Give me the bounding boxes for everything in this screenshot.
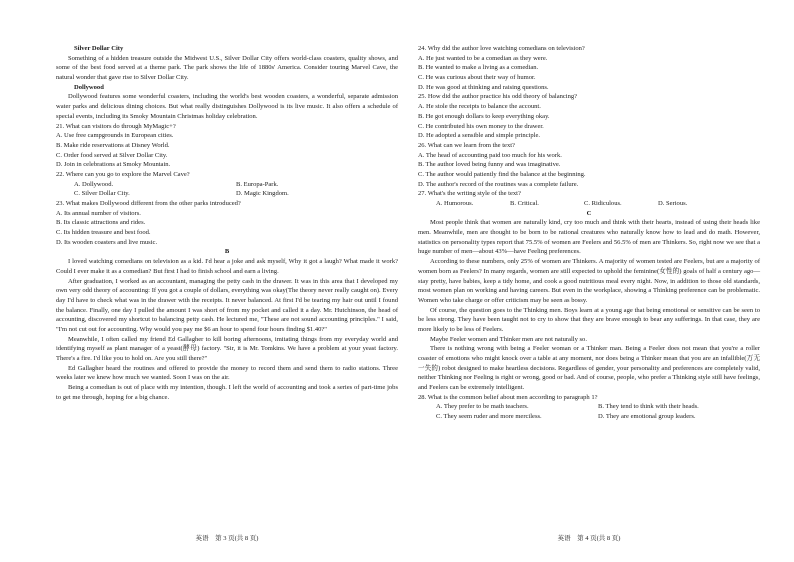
q26-option-c: C. The author would patiently find the balance at the beginning. <box>418 170 586 178</box>
page-footer-right: 英语 第 4 页(共 8 页) <box>557 535 621 542</box>
question-25: 25. How did the author practice his odd theory of balancing? <box>418 93 578 101</box>
passage-b-paragraph-1: I loved watching comedians on television as a kid. I'd hear a joke and ask myself, Why it got a laugh? What made it work? Could I ever make it as a comedian? But first I had to finish school and earn a living. <box>56 258 398 275</box>
q28-option-d: D. They are emotional group leaders. <box>598 413 696 421</box>
q25-option-a: A. He stole the receipts to balance the account. <box>418 103 541 111</box>
left-column <box>56 44 398 402</box>
q26-option-a: A. The head of accounting paid too much for his work. <box>418 151 562 159</box>
q24-option-d: D. He was good at thinking and raising questions. <box>418 83 549 91</box>
q27-option-b: B. Critical. <box>510 200 539 207</box>
right-column <box>418 44 760 422</box>
q23-option-d: D. Its wooden coasters and live music. <box>56 238 158 246</box>
question-21: 21. What can visitors do through MyMagic+? <box>56 122 176 130</box>
q22-option-c: C. Silver Dollar City. <box>74 190 130 198</box>
passage-c-paragraph-5: There is nothing wrong with being a Feeler woman or a Thinker man. Being a Feeler does not mean that you're a roller coaster of emotions who might knock over a table at any moment, nor does being a Thinker mean that you are an infallible(万无一失的) robot designed to make heartless decisions. Regardless of gender, your personality and preferences are completely valid, neither Thinking nor Feeling is right or wrong, good or bad. And of course, people, who prefer a Thinking style still have feelings, and Feelers can be extremely intelligent. <box>418 345 760 392</box>
section-b-heading: B <box>224 248 230 256</box>
passage-c-paragraph-2: According to these numbers, only 25% of women are Thinkers. A majority of women tested are Feelers, but are a majority of women born as Feelers? In many regards, women are still expected to uphold the feminine(女性的) goals of half a century ago—stay pretty, have babies, keep a tidy home, and cook a good nutritious meal every night. Now, in addition to those old standards, most women plan on working and having careers. But even in the workplace, showing a Thinking preference can be problematic. Women who take charge or offer criticism may be seen as bossy. <box>418 258 760 304</box>
q27-options-row <box>436 199 760 209</box>
q22-option-d: D. Magic Kingdom. <box>236 190 289 198</box>
section-c-heading: C <box>586 209 592 217</box>
paragraph-dollywood: Dollywood features some wonderful coasters, including the world's best wooden coasters, a wonderful, separate admission water parks and delicious dining choices. But what really distinguishes Dollywood is its live music. It also offers a schedule of special events, including its Smoky Mountain Christmas holiday celebration. <box>56 93 398 120</box>
passage-b-paragraph-3: Meanwhile, I often called my friend Ed Gallagher to kill boring afternoons, imitating things from my everyday world and identifying myself as plant manager of a yeast(酵母) factory. "Sir, it is Mr. Tomkins. We have a problem at your yeast factory. There's a fire. I'd like you to hold on. Are you still there?" <box>56 335 398 362</box>
q23-option-a: A. Its annual number of visitors. <box>56 209 141 217</box>
q22-options-row-2 <box>74 189 398 199</box>
page-footer-left: 英语 第 3 页(共 8 页) <box>195 535 259 542</box>
q28-option-c: C. They seem ruder and more merciless. <box>436 413 542 421</box>
q25-option-d: D. He adopted a sensible and simple principle. <box>418 132 540 140</box>
passage-b-paragraph-4: Ed Gallagher heard the routines and offered to provide the money to record them and send them to radio stations. Three weeks later we knew how much we wanted. Soon I was on the air. <box>56 364 398 382</box>
heading-dollywood: Dollywood <box>74 83 104 91</box>
question-27: 27. What's the writing style of the text? <box>418 190 521 198</box>
passage-c-paragraph-4: Maybe Feeler women and Thinker men are not naturally so. <box>430 335 587 343</box>
passage-b-paragraph-2: After graduation, I worked as an accountant, managing the petty cash in the drawer. It was in this area that I developed my own very odd theory of accounting: If you got a couple of dollars, everything was okay(The theory never really caught on). Every day I'd have to check what was in the drawer with the receipts. It never balanced. At first I'd be tearing my hair out until I found the balance. Finally, one day I pulled the amount I was short of from my pocket and called it a day. Mr. Hutchinson, the head of accounting, discovered my shortcut to balancing petty cash. He lectured me, "These are not sound accounting principles." I said, "I'm not cut out for accounting. Why would you pay me $6 an hour to spend four hours finding $1.40?" <box>56 277 398 333</box>
q25-option-c: C. He contributed his own money to the drawer. <box>418 122 544 130</box>
q28-option-a: A. They prefer to be math teachers. <box>436 403 529 411</box>
q21-option-b: B. Make ride reservations at Disney World. <box>56 141 170 149</box>
q28-options-row-1 <box>436 402 760 412</box>
q25-option-b: B. He got enough dollars to keep everything okay. <box>418 112 550 120</box>
q27-option-c: C. Ridiculous. <box>584 200 622 207</box>
q28-options-row-2 <box>436 412 760 422</box>
passage-b-paragraph-5: Being a comedian is out of place with my intention, though. I left the world of accounting and took a series of part-time jobs to get me through, hoping for a big chance. <box>56 384 398 401</box>
q22-options-row-1 <box>74 180 398 190</box>
q27-option-d: D. Serious. <box>658 200 688 207</box>
q23-option-c: C. Its hidden treasure and best food. <box>56 229 151 237</box>
paragraph-silver-dollar-city: Something of a hidden treasure outside the Midwest U.S., Silver Dollar City offers world-class coasters, quality shows, and some of the best food served at a theme park. The park shows the life of 1880s' America. Consider touring Marvel Cave, the natural wonder that gave rise to Silver Dollar City. <box>56 54 398 82</box>
q28-option-b: B. They tend to think with their heads. <box>598 403 699 411</box>
q27-option-a: A. Humorous. <box>436 200 474 207</box>
q23-option-b: B. Its classic attractions and rides. <box>56 219 146 227</box>
question-23: 23. What makes Dollywood different from the other parks introduced? <box>56 200 241 207</box>
heading-silver-dollar-city: Silver Dollar City <box>74 45 124 52</box>
question-26: 26. What can we learn from the text? <box>418 141 515 149</box>
q22-option-b: B. Europa-Park. <box>236 180 279 188</box>
question-24: 24. Why did the author love watching comedians on television? <box>418 45 585 52</box>
q26-option-b: B. The author loved being funny and was imaginative. <box>418 161 561 169</box>
q24-option-a: A. He just wanted to be a comedian as they were. <box>418 54 548 62</box>
question-22: 22. Where can you go to explore the Marvel Cave? <box>56 170 190 178</box>
q21-option-c: C. Order food served at Silver Dollar City. <box>56 151 168 159</box>
q24-option-b: B. He wanted to make a living as a comedian. <box>418 64 539 72</box>
passage-c-paragraph-3: Of course, the question goes to the Thinking men. Boys learn at a young age that being emotional or sensitive can be seen to be less strong. They have been taught not to cry to show that they are brave enough to bear any sufferings. In that case, they are more likely to be less of Feelers. <box>418 306 760 333</box>
q24-option-c: C. He was curious about their way of humor. <box>418 74 536 82</box>
q21-option-a: A. Use free campgrounds in European cities. <box>56 132 174 140</box>
q21-option-d: D. Join in celebrations at Smoky Mountain. <box>56 161 171 169</box>
question-28: 28. What is the common belief about men according to paragraph 1? <box>418 393 598 401</box>
q26-option-d: D. The author's record of the routines was a complete failure. <box>418 180 579 188</box>
passage-c-paragraph-1: Most people think that women are naturally kind, cry too much and think with their hearts, instead of using their heads like men. Meanwhile, men are thought to be born to be rational creatures who naturally know how to lead and do math. However, statistics on personality types report that 75.5% of women are Feelers and 56.5% of men are Thinkers. So, right now we see that a huge number of men—about 43%—have Feeling preferences. <box>418 219 760 256</box>
q22-option-a: A. Dollywood. <box>74 180 114 188</box>
